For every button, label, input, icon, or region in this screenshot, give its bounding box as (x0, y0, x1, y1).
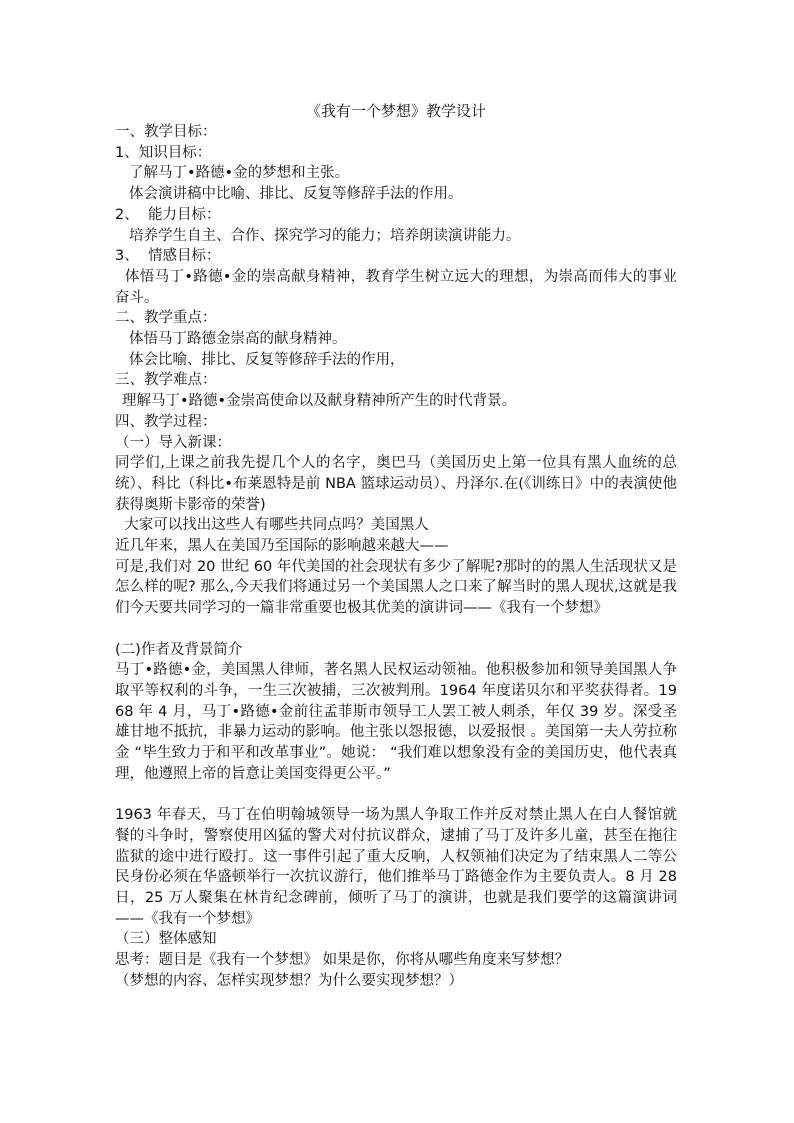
background-section (115, 805, 677, 929)
document-page (115, 100, 677, 992)
objectives-section (115, 122, 677, 308)
recent-years-paragraph: 近几年来，黑人在美国乃至国际的影响越来越大—— (115, 538, 449, 555)
background-1963-paragraph: 1963 年春天，马丁在伯明翰城领导一场为黑人争取工作并反对禁止黑人在白人餐馆就餐的斗争时，警察使用凶猛的警犬对付抗议群众，逮捕了马丁及许多儿童，甚至在拖往监狱的途中进行殴打。这一事件引起了重大反响，人权领袖们决定为了结束黑人二等公民身份必须在华盛顿举行一次抗议游行，他们推举马丁路德金作为主要负责人。8 月 28 日，25 万人聚集在林肯纪念碑前，倾听了马丁的演讲，也就是我们要学的这篇演讲词——《我有一个梦想》 (115, 807, 677, 927)
spacer (115, 784, 677, 805)
heading-intro: （一）导入新课： (115, 434, 231, 451)
key-point-1: 体悟马丁路德金崇高的献身精神。 (129, 331, 347, 348)
spacer (115, 619, 677, 640)
ability-item: 培养学生自主、合作、探究学习的能力；培养朗读演讲能力。 (129, 227, 521, 244)
heading-key-points: 二、教学重点： (115, 310, 217, 327)
heading-objectives: 一、教学目标： (115, 124, 217, 140)
intro-paragraph: 同学们,上课之前我先提几个人的名字，奥巴马（美国历史上第一位具有黑人血统的总统）、科比（科比•布莱恩特是前 NBA 篮球运动员）、丹泽尔.在(《训练日》中的表演使他获得奥斯卡影帝的荣誉) (115, 455, 677, 513)
heading-emotion-objective: 3、 情感目标： (115, 248, 221, 265)
knowledge-item-1: 了解马丁•路德•金的梦想和主张。 (129, 165, 350, 182)
intro-section (115, 453, 677, 619)
heading-ability-objective: 2、 能力目标： (115, 206, 221, 223)
key-points-section (115, 308, 677, 453)
heading-author-background: (二)作者及背景简介 (115, 641, 243, 658)
think-hint: （梦想的内容、怎样实现梦想？为什么要实现梦想？） (115, 972, 463, 989)
overall-section (115, 929, 677, 991)
knowledge-item-2: 体会演讲稿中比喻、排比、反复等修辞手法的作用。 (129, 186, 463, 203)
difficulty-item: 理解马丁•路德•金崇高使命以及献身精神所产生的时代背景。 (122, 393, 517, 410)
document-title: 《我有一个梦想》教学设计 (305, 102, 486, 120)
author-paragraph: 马丁•路德•金，美国黑人律师，著名黑人民权运动领袖。他积极参加和领导美国黑人争取平等权利的斗争，一生三次被捕，三次被判刑。1964 年度诺贝尔和平奖获得者。1968 年 4 月，马丁•路德•金前往孟菲斯市领导工人罢工被人刺杀，年仅 39 岁。深受圣雄甘地不抵抗，非暴力运动的影响。他主张以怨报德，以爱报恨 。美国第一夫人劳拉称金 “毕生致力于和平和改革事业”。她说： “我们难以想象没有金的美国历史，他代表真理，他遵照上帝的旨意让美国变得更公平。” (115, 662, 677, 782)
key-point-2: 体会比喻、排比、反复等修辞手法的作用， (129, 351, 405, 368)
heading-overall-perception: （三）整体感知 (115, 931, 217, 948)
emotion-item: 体悟马丁•路德•金的崇高献身精神，教育学生树立远大的理想，为崇高而伟大的事业奋斗。 (115, 268, 677, 306)
heading-process: 四、教学过程： (115, 413, 217, 430)
author-section (115, 640, 677, 785)
common-point-paragraph: 大家可以找出这些人有哪些共同点吗？美国黑人 (115, 517, 429, 534)
heading-knowledge-objective: 1、知识目标： (115, 144, 212, 161)
question-paragraph: 可是,我们对 20 世纪 60 年代美国的社会现状有多少了解呢?那时的的黑人生活现状又是怎么样的呢? 那么,今天我们将通过另一个美国黑人之口来了解当时的黑人现状,这就是我们今天要共同学习的一篇非常重要也极其优美的演讲词——《我有一个梦想》 (115, 558, 677, 617)
think-question: 思考：题目是《我有一个梦想》 如果是你，你将从哪些角度来写梦想？ (115, 952, 570, 969)
heading-difficulties: 三、教学难点： (115, 372, 217, 389)
